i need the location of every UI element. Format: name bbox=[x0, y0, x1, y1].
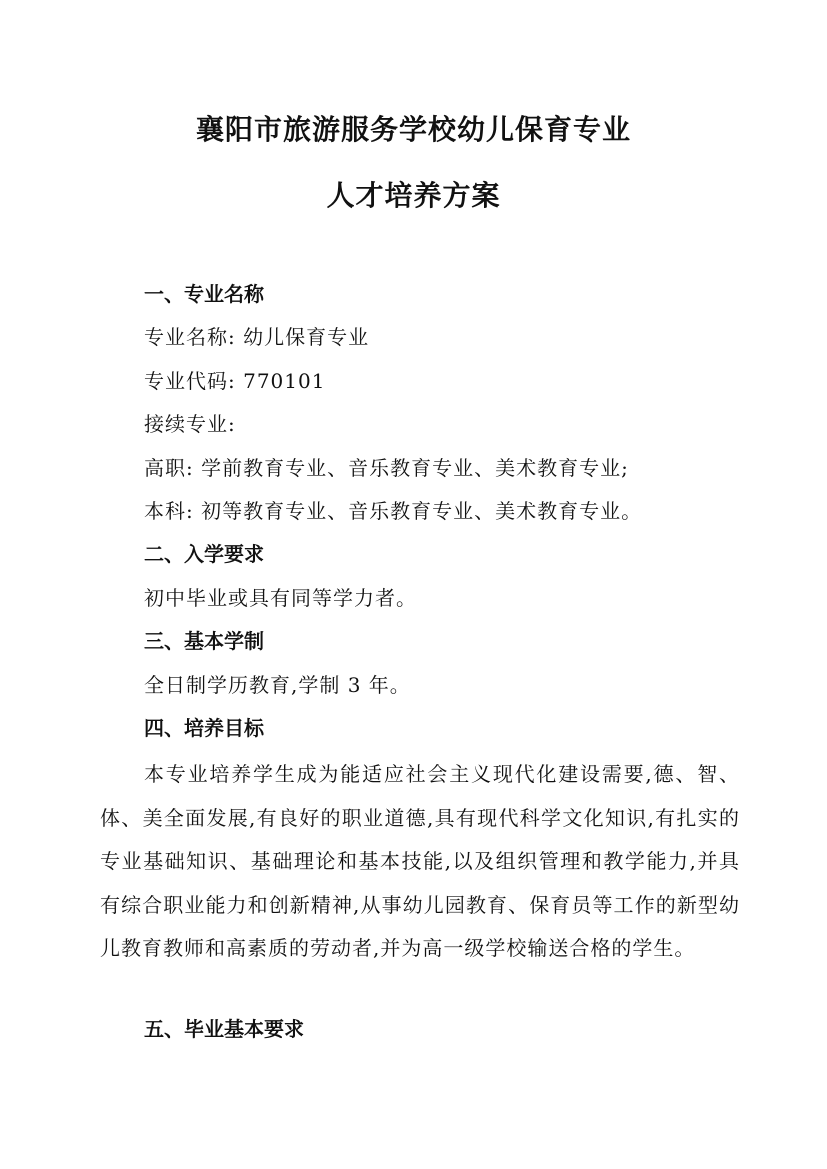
vocational-majors-line: 高职: 学前教育专业、音乐教育专业、美术教育专业; bbox=[144, 456, 629, 480]
document-title-line-2: 人才培养方案 bbox=[326, 179, 501, 212]
duration-text: 全日制学历教育,学制 3 年。 bbox=[144, 673, 411, 697]
document-title-line-1: 襄阳市旅游服务学校幼儿保育专业 bbox=[195, 113, 631, 146]
undergraduate-majors-line: 本科: 初等教育专业、音乐教育专业、美术教育专业。 bbox=[144, 499, 643, 523]
admission-requirement-text: 初中毕业或具有同等学力者。 bbox=[144, 586, 417, 610]
section-heading-graduation: 五、毕业基本要求 bbox=[144, 1017, 304, 1041]
section-heading-duration: 三、基本学制 bbox=[144, 629, 264, 653]
major-code-line: 专业代码: 770101 bbox=[144, 369, 326, 393]
section-heading-major-name: 一、专业名称 bbox=[144, 282, 264, 306]
major-name-line: 专业名称: 幼儿保育专业 bbox=[144, 325, 370, 349]
section-heading-objectives: 四、培养目标 bbox=[144, 716, 264, 740]
section-heading-admission: 二、入学要求 bbox=[144, 542, 264, 566]
continuation-major-label: 接续专业: bbox=[144, 412, 236, 436]
objectives-paragraph: 本专业培养学生成为能适应社会主义现代化建设需要,德、智、体、美全面发展,有良好的职业道德,具有现代科学文化知识,有扎实的专业基础知识、基础理论和基本技能,以及组织管理和教学能力,并具有综合职业能力和创新精神,从事幼儿园教育、保育员等工作的新型幼儿教育教师和高素质的劳动者,并为高一级学校输送合格的学生。 bbox=[100, 762, 740, 960]
